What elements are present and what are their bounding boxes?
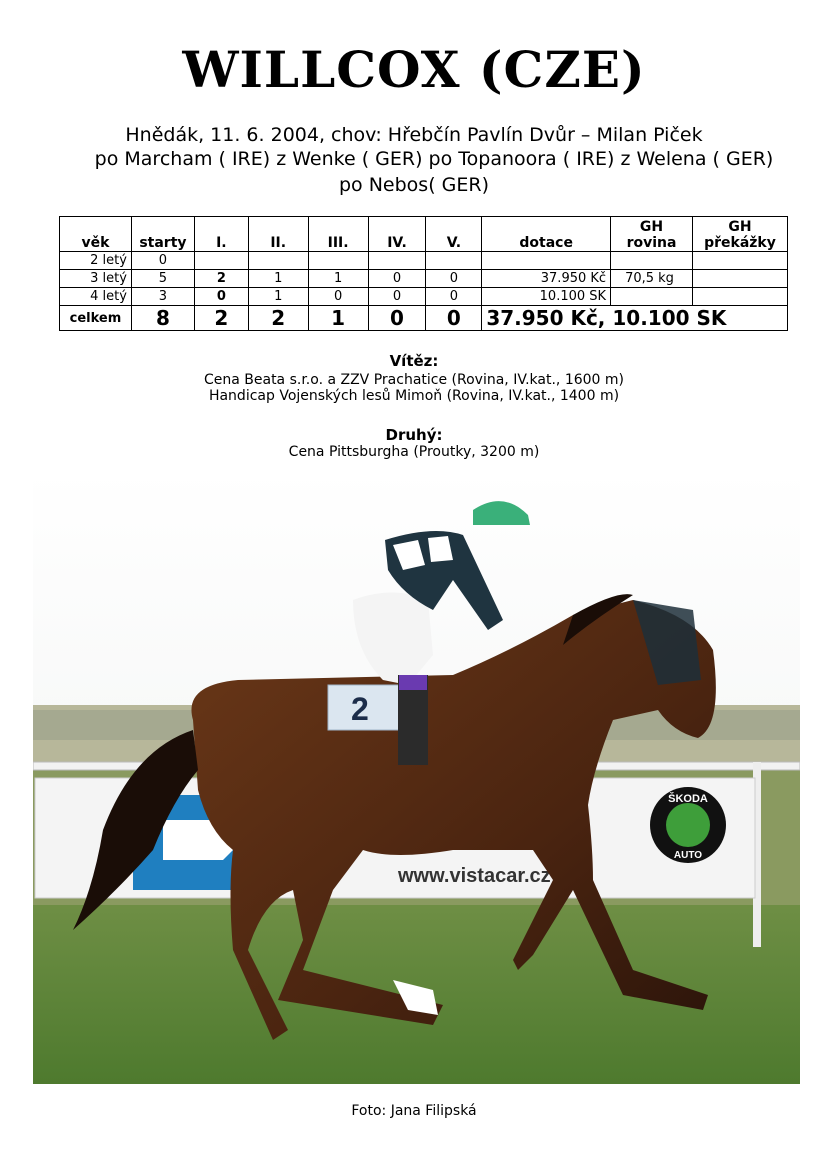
horse-info-line2: po Marcham ( IRE) z Wenke ( GER) po Topanoora ( IRE) z Welena ( GER) bbox=[94, 148, 774, 170]
table-row bbox=[60, 288, 788, 306]
total-first-cell: 2 bbox=[194, 306, 248, 331]
age-cell: 3 letý bbox=[60, 270, 132, 288]
first-cell bbox=[194, 252, 248, 270]
total-fifth-cell: 0 bbox=[426, 306, 482, 331]
header-cell: dotace bbox=[482, 217, 611, 252]
fifth-cell bbox=[426, 252, 482, 270]
horse-photo bbox=[33, 470, 800, 1084]
header-cell: IV. bbox=[368, 217, 426, 252]
winner-race: Handicap Vojenských lesů Mimoň (Rovina, IV.kat., 1400 m) bbox=[208, 388, 620, 404]
third-cell: 0 bbox=[308, 288, 368, 306]
skoda-logo-bottom: AUTO bbox=[673, 850, 703, 861]
fourth-cell bbox=[368, 252, 426, 270]
header-cell: II. bbox=[248, 217, 308, 252]
winner-section bbox=[0, 352, 828, 404]
prize-cell: 37.950 Kč bbox=[482, 270, 611, 288]
fifth-cell: 0 bbox=[426, 270, 482, 288]
header-cell: I. bbox=[194, 217, 248, 252]
second-place-section bbox=[0, 426, 828, 460]
second-cell bbox=[248, 252, 308, 270]
saddle-number: 2 bbox=[351, 691, 369, 727]
table-row bbox=[60, 252, 788, 270]
table-row bbox=[60, 270, 788, 288]
starts-cell: 3 bbox=[131, 288, 194, 306]
gh-flat-cell bbox=[611, 252, 693, 270]
header-cell: III. bbox=[308, 217, 368, 252]
table-total-row bbox=[60, 306, 788, 331]
race-stats-table bbox=[59, 216, 788, 331]
horse-info-line1: Hnědák, 11. 6. 2004, chov: Hřebčín Pavlín Dvůr – Milan Piček bbox=[125, 124, 703, 146]
gh-hurdles-cell bbox=[692, 288, 787, 306]
third-cell bbox=[308, 252, 368, 270]
fourth-cell: 0 bbox=[368, 288, 426, 306]
second-cell: 1 bbox=[248, 270, 308, 288]
total-third-cell: 1 bbox=[308, 306, 368, 331]
first-cell: 0 bbox=[194, 288, 248, 306]
header-cell: věk bbox=[60, 217, 132, 252]
header-cell: V. bbox=[426, 217, 482, 252]
gh-flat-cell bbox=[611, 288, 693, 306]
second-cell: 1 bbox=[248, 288, 308, 306]
winner-heading: Vítěz: bbox=[389, 352, 439, 370]
prize-cell: 10.100 SK bbox=[482, 288, 611, 306]
first-cell: 2 bbox=[194, 270, 248, 288]
age-cell: 2 letý bbox=[60, 252, 132, 270]
gh-flat-cell: 70,5 kg bbox=[611, 270, 693, 288]
gh-hurdles-cell bbox=[692, 270, 787, 288]
banner-url: www.vistacar.cz bbox=[398, 865, 551, 887]
third-cell: 1 bbox=[308, 270, 368, 288]
prize-cell bbox=[482, 252, 611, 270]
second-race: Cena Pittsburgha (Proutky, 3200 m) bbox=[288, 444, 540, 460]
total-fourth-cell: 0 bbox=[368, 306, 426, 331]
starts-cell: 0 bbox=[131, 252, 194, 270]
total-prize-cell: 37.950 Kč, 10.100 SK bbox=[482, 306, 788, 331]
horse-info-line3: po Nebos( GER) bbox=[338, 174, 489, 196]
total-label-cell: celkem bbox=[60, 306, 132, 331]
total-second-cell: 2 bbox=[248, 306, 308, 331]
header-cell: GH rovina bbox=[611, 217, 693, 252]
gh-hurdles-cell bbox=[692, 252, 787, 270]
second-heading: Druhý: bbox=[385, 426, 443, 444]
table-header-row bbox=[60, 217, 788, 252]
header-cell: starty bbox=[131, 217, 194, 252]
age-cell: 4 letý bbox=[60, 288, 132, 306]
photo-caption: Foto: Jana Filipská bbox=[351, 1103, 477, 1119]
header-cell: GH překážky bbox=[692, 217, 787, 252]
skoda-logo-top: ŠKODA bbox=[668, 793, 708, 805]
horse-title: WILLCOX (CZE) bbox=[182, 40, 646, 99]
starts-cell: 5 bbox=[131, 270, 194, 288]
fourth-cell: 0 bbox=[368, 270, 426, 288]
total-starts-cell: 8 bbox=[131, 306, 194, 331]
winner-race: Cena Beata s.r.o. a ZZV Prachatice (Rovina, IV.kat., 1600 m) bbox=[203, 372, 624, 388]
fifth-cell: 0 bbox=[426, 288, 482, 306]
